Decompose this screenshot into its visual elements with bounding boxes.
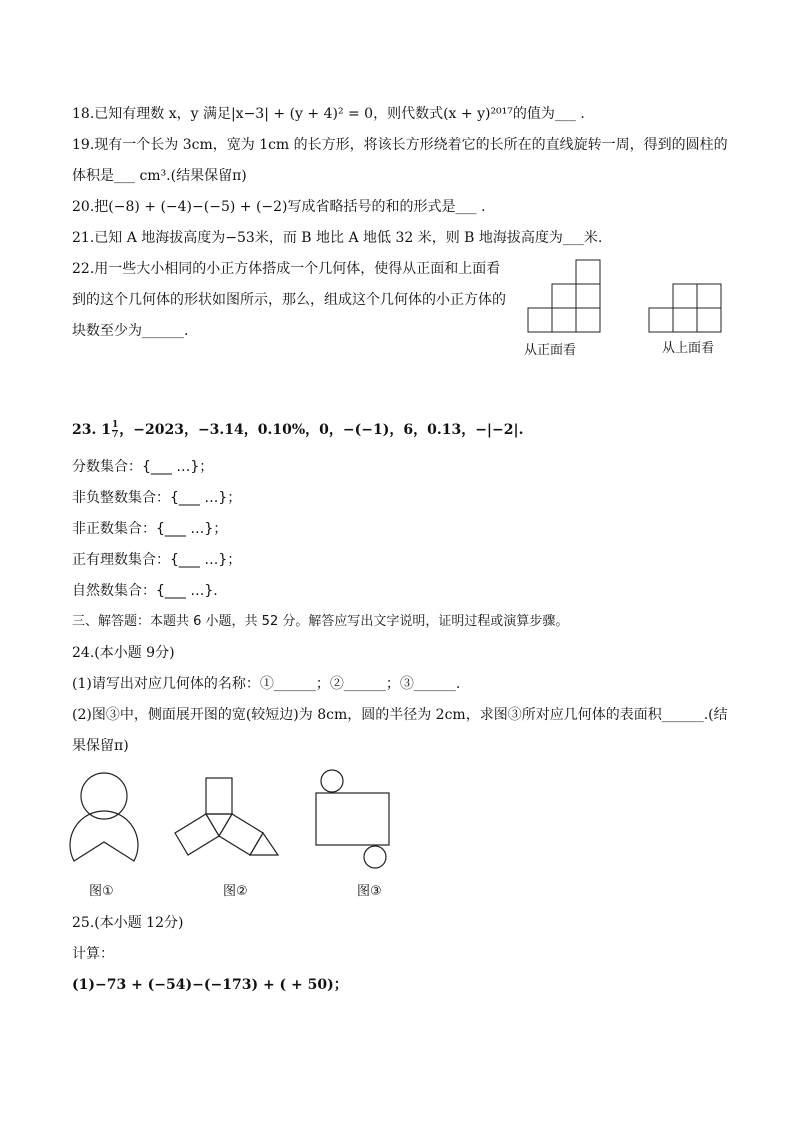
figure-2-label: 图② [223, 884, 248, 899]
set-fraction: 分数集合：{___ …}； [72, 459, 214, 475]
question-24-heading: 24.(本小题 9分) [72, 645, 175, 661]
question-24-part2-line1: (2)图③中，侧面展开图的宽(较短边)为 8cm，圆的半径为 2cm，求图③所对应几何体的表面积______.(结 [72, 707, 728, 723]
front-view-figure [528, 260, 602, 332]
q23-fraction-numerator: 1 [111, 419, 119, 430]
figure-1-label: 图① [89, 884, 114, 899]
question-23 [72, 420, 523, 440]
question-19-line2: 体积是___ cm³.(结果保留π) [72, 168, 247, 184]
q23-list: ，−2023，−3.14，0.10%，0，−(−1)，6，0.13，−|−2|. [119, 422, 524, 438]
figure-3-cylinder-net [315, 769, 391, 873]
question-21: 21.已知 A 地海拔高度为−53米，而 B 地比 A 地低 32 米，则 B 地海拔高度为___米. [72, 230, 603, 246]
top-view-figure [649, 284, 723, 332]
section-3-heading: 三、解答题：本题共 6 小题，共 52 分。解答应写出文字说明，证明过程或演算步骤。 [72, 614, 569, 629]
question-18: 18.已知有理数 x，y 满足|x−3| + (y + 4)² = 0，则代数式(x + y)²⁰¹⁷的值为___ . [72, 106, 585, 122]
front-view-caption: 从正面看 [524, 343, 577, 358]
question-22-line3: 块数至少为______. [72, 323, 189, 339]
q23-fraction-denominator: 7 [111, 429, 119, 440]
set-nonneg-integer: 非负整数集合：{___ …}； [72, 490, 242, 506]
set-natural: 自然数集合：{___ …}. [72, 583, 218, 599]
top-view-caption: 从上面看 [662, 341, 715, 356]
figure-3-label: 图③ [357, 884, 382, 899]
q23-prefix: 23. 1 [72, 422, 111, 438]
question-19-line1: 19.现有一个长为 3cm，宽为 1cm 的长方形，将该长方形绕着它的长所在的直线旋转一周，得到的圆柱的 [72, 137, 728, 153]
q23-fraction [112, 421, 118, 440]
question-25-part1: (1)−73 + (−54)−(−173) + ( + 50)； [72, 977, 348, 993]
question-24-part2-line2: 果保留π) [72, 738, 129, 754]
question-24-part1: (1)请写出对应几何体的名称：①______；②______；③______. [72, 676, 461, 692]
question-25-calc-label: 计算： [72, 946, 114, 962]
figure-1-cone-net [68, 772, 140, 872]
question-20: 20.把(−8) + (−4)−(−5) + (−2)写成省略括号的和的形式是___ . [72, 199, 486, 215]
set-positive-rational: 正有理数集合：{___ …}； [72, 552, 242, 568]
figure-2-prism-net [174, 778, 282, 860]
question-25-heading: 25.(本小题 12分) [72, 915, 184, 931]
set-nonpositive: 非正数集合：{___ …}； [72, 521, 228, 537]
question-22-line2: 到的这个几何体的形状如图所示，那么，组成这个几何体的小正方体的 [72, 292, 506, 308]
question-22-line1: 22.用一些大小相同的小正方体搭成一个几何体，使得从正面和上面看 [72, 261, 501, 277]
